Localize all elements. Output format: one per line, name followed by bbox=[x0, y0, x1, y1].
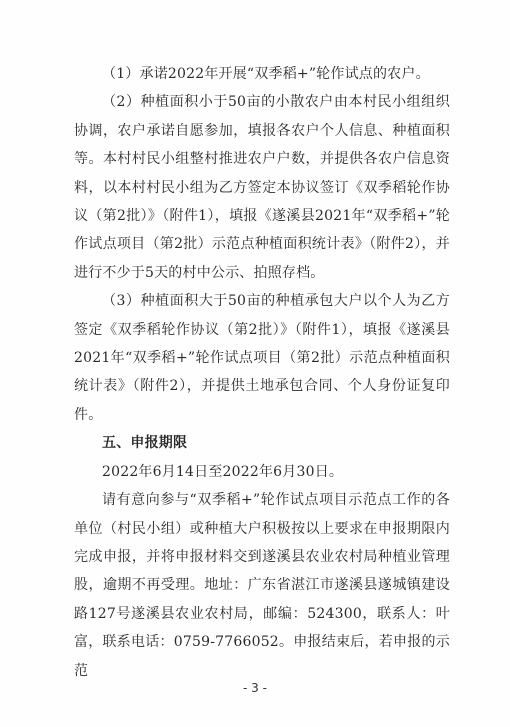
paragraph-item-2: （2）种植面积小于50亩的小散农户由本村民小组组织协调，农户承诺自愿参加，填报各农户个人信息、种植面积等。本村村民小组整村推进农户户数，并提供各农户信息资料，以本村村民小组为乙方签定本协议签订《双季稻轮作协议（第2批）》（附件1），填报《遂溪县2021年“双季稻+”轮作试点项目（第2批）示范点种植面积统计表》（附件2），并进行不少于5天的村中公示、拍照存档。 bbox=[74, 94, 450, 281]
page-number: - 3 - bbox=[243, 681, 267, 695]
paragraph-item-3: （3）种植面积大于50亩的种植承包大户以个人为乙方签定《双季稻轮作协议（第2批）》（附件1），填报《遂溪县2021年“双季稻+”轮作试点项目（第2批）示范点种植面积统计表》（附件2），并提供土地承包合同、个人身份证复印件。 bbox=[74, 293, 450, 423]
paragraph-item-1: （1）承诺2022年开展“双季稻+”轮作试点的农户。 bbox=[102, 66, 430, 82]
section-heading: 五、申报期限 bbox=[102, 435, 188, 452]
page-body bbox=[74, 60, 450, 685]
deadline-text: 2022年6月14日至2022年6月30日。 bbox=[102, 463, 344, 480]
application-instructions: 请有意向参与“双季稻+”轮作试点项目示范点工作的各单位（村民小组）或种植大户积极按以上要求在申报期限内完成申报，并将申报材料交到遂溪县农业农村局种植业管理股，逾期不再受理。地址：广东省湛江市遂溪县遂城镇建设路127号遂溪县农业农村局，邮编：524300，联系人：叶富，联系电话：0759-7766052。申报结束后，若申报的示范 bbox=[74, 492, 450, 679]
